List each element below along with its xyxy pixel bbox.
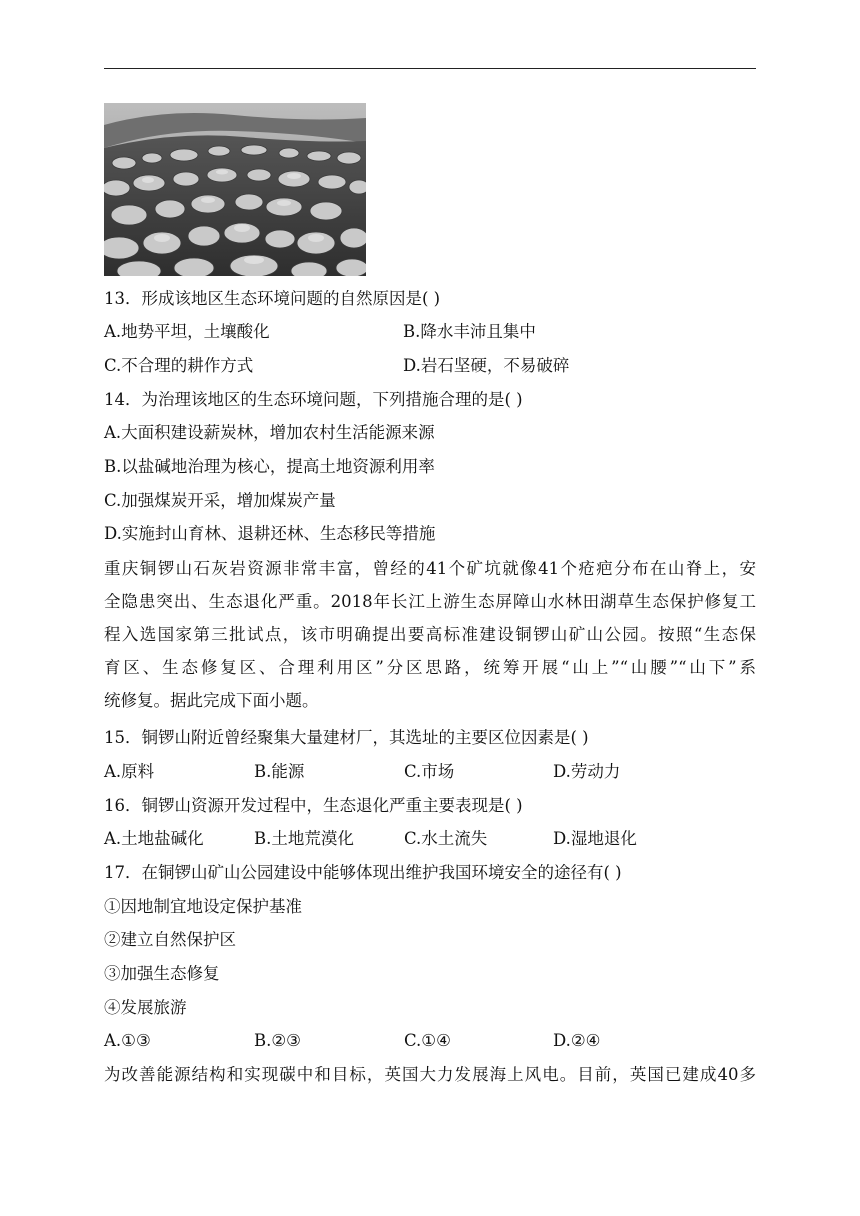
passage2-line-1: 为改善能源结构和实现碳中和目标，英国大力发展海上风电。目前，英国已建成40多	[104, 1065, 756, 1084]
q15-stem: 15．铜锣山附近曾经聚集大量建材厂，其选址的主要区位因素是( )	[104, 728, 589, 747]
passage1-line-5: 统修复。据此完成下面小题。	[104, 691, 319, 710]
q14-option-c: C.加强煤炭开采，增加煤炭产量	[104, 491, 336, 510]
q14-stem: 14．为治理该地区的生态环境问题，下列措施合理的是( )	[104, 390, 523, 409]
q15-option-a: A.原料	[104, 762, 155, 781]
passage1-line-2: 全隐患突出、生态退化严重。2018年长江上游生态屏障山水林田湖草生态保护修复工	[104, 592, 756, 611]
q15-option-c: C.市场	[404, 762, 455, 781]
q16-option-b: B.土地荒漠化	[254, 829, 354, 848]
q17-item-2: ②建立自然保护区	[104, 930, 236, 949]
q17-option-c: C.①④	[404, 1031, 451, 1050]
q13-option-c: C.不合理的耕作方式	[104, 356, 254, 375]
q16-option-d: D.湿地退化	[553, 829, 637, 848]
q15-option-b: B.能源	[254, 762, 305, 781]
header-rule	[104, 68, 756, 69]
q13-option-b: B.降水丰沛且集中	[403, 322, 536, 341]
q17-option-b: B.②③	[254, 1031, 301, 1050]
q17-option-d: D.②④	[553, 1031, 601, 1050]
q16-stem: 16．铜锣山资源开发过程中，生态退化严重主要表现是( )	[104, 796, 523, 815]
rocky-landscape-photo	[104, 103, 366, 276]
q14-option-b: B.以盐碱地治理为核心，提高土地资源利用率	[104, 457, 435, 476]
q17-stem: 17．在铜锣山矿山公园建设中能够体现出维护我国环境安全的途径有( )	[104, 863, 622, 882]
q17-item-3: ③加强生态修复	[104, 964, 220, 983]
q14-option-d: D.实施封山育林、退耕还林、生态移民等措施	[104, 524, 436, 543]
passage-tongluo-mountain	[104, 552, 756, 717]
passage1-line-4: 育区、生态修复区、合理利用区”分区思路，统筹开展“山上”“山腰”“山下”系	[104, 658, 756, 677]
q17-option-a: A.①③	[104, 1031, 151, 1050]
q13-stem: 13．形成该地区生态环境问题的自然原因是( )	[104, 289, 441, 308]
q16-option-a: A.土地盐碱化	[104, 829, 204, 848]
passage1-line-3: 程入选国家第三批试点，该市明确提出要高标准建设铜锣山矿山公园。按照“生态保	[104, 625, 756, 644]
q17-item-1: ①因地制宜地设定保护基准	[104, 897, 302, 916]
q13-option-d: D.岩石坚硬，不易破碎	[403, 356, 570, 375]
q15-option-d: D.劳动力	[553, 762, 621, 781]
passage1-line-1: 重庆铜锣山石灰岩资源非常丰富，曾经的41个矿坑就像41个疮疤分布在山脊上，安	[104, 559, 756, 578]
q16-option-c: C.水土流失	[404, 829, 488, 848]
q13-option-a: A.地势平坦，土壤酸化	[104, 322, 270, 341]
passage-uk-offshore-wind	[104, 1058, 756, 1091]
q14-option-a: A.大面积建设薪炭林，增加农村生活能源来源	[104, 423, 435, 442]
q17-item-4: ④发展旅游	[104, 998, 187, 1017]
